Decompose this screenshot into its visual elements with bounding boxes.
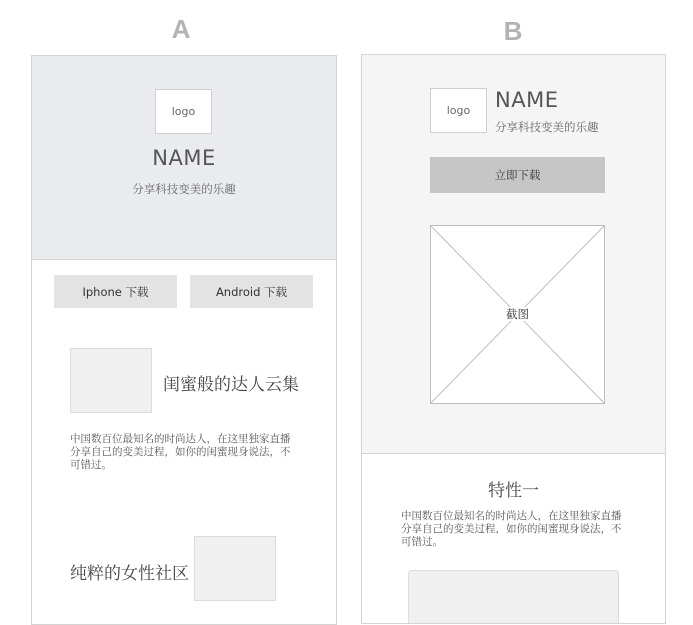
- feature1-image: [70, 348, 152, 413]
- feature-b-description: [401, 510, 641, 549]
- feature1-desc-line: 分享自己的变美过程，如你的闺蜜现身说法，不: [70, 446, 291, 458]
- feature-b-title: 特性一: [488, 481, 539, 501]
- variant-a-label: A: [171, 14, 191, 44]
- feature1-desc-line: 中国数百位最知名的时尚达人，在这里独家直播: [70, 433, 291, 445]
- logo-b-text: logo: [446, 104, 471, 117]
- feature2-title: 纯粹的女性社区: [70, 564, 189, 584]
- header-b: [362, 55, 665, 454]
- app-name-b: NAME: [495, 88, 559, 112]
- mockup-b: [361, 54, 666, 624]
- feature1-title: 闺蜜般的达人云集: [163, 375, 299, 395]
- iphone-download-button[interactable]: Iphone 下载: [54, 275, 177, 308]
- feature-b-desc-line: 可错过。: [401, 536, 443, 548]
- feature-b-image: [408, 570, 619, 624]
- feature-b-desc-line: 分享自己的变美过程，如你的闺蜜现身说法，不: [401, 523, 622, 535]
- slogan-a: 分享科技变美的乐趣: [132, 182, 236, 196]
- screenshot-placeholder: [430, 225, 605, 404]
- logo-a-text: logo: [171, 105, 196, 118]
- variant-b-label: B: [503, 16, 523, 46]
- feature1-desc-line: 可错过。: [70, 459, 112, 471]
- slogan-b: 分享科技变美的乐趣: [495, 120, 599, 134]
- feature2-image: [194, 536, 276, 601]
- feature-b-desc-line: 中国数百位最知名的时尚达人，在这里独家直播: [401, 510, 622, 522]
- mockup-a: [31, 55, 337, 625]
- screenshot-label: 截图: [506, 307, 529, 321]
- download-now-button[interactable]: 立即下载: [430, 157, 605, 193]
- logo-a: [155, 89, 212, 134]
- app-name-a: NAME: [152, 146, 216, 170]
- logo-b: [430, 88, 487, 133]
- android-download-button[interactable]: Android 下载: [190, 275, 313, 308]
- feature1-description: [70, 433, 310, 472]
- header-a: [32, 56, 336, 260]
